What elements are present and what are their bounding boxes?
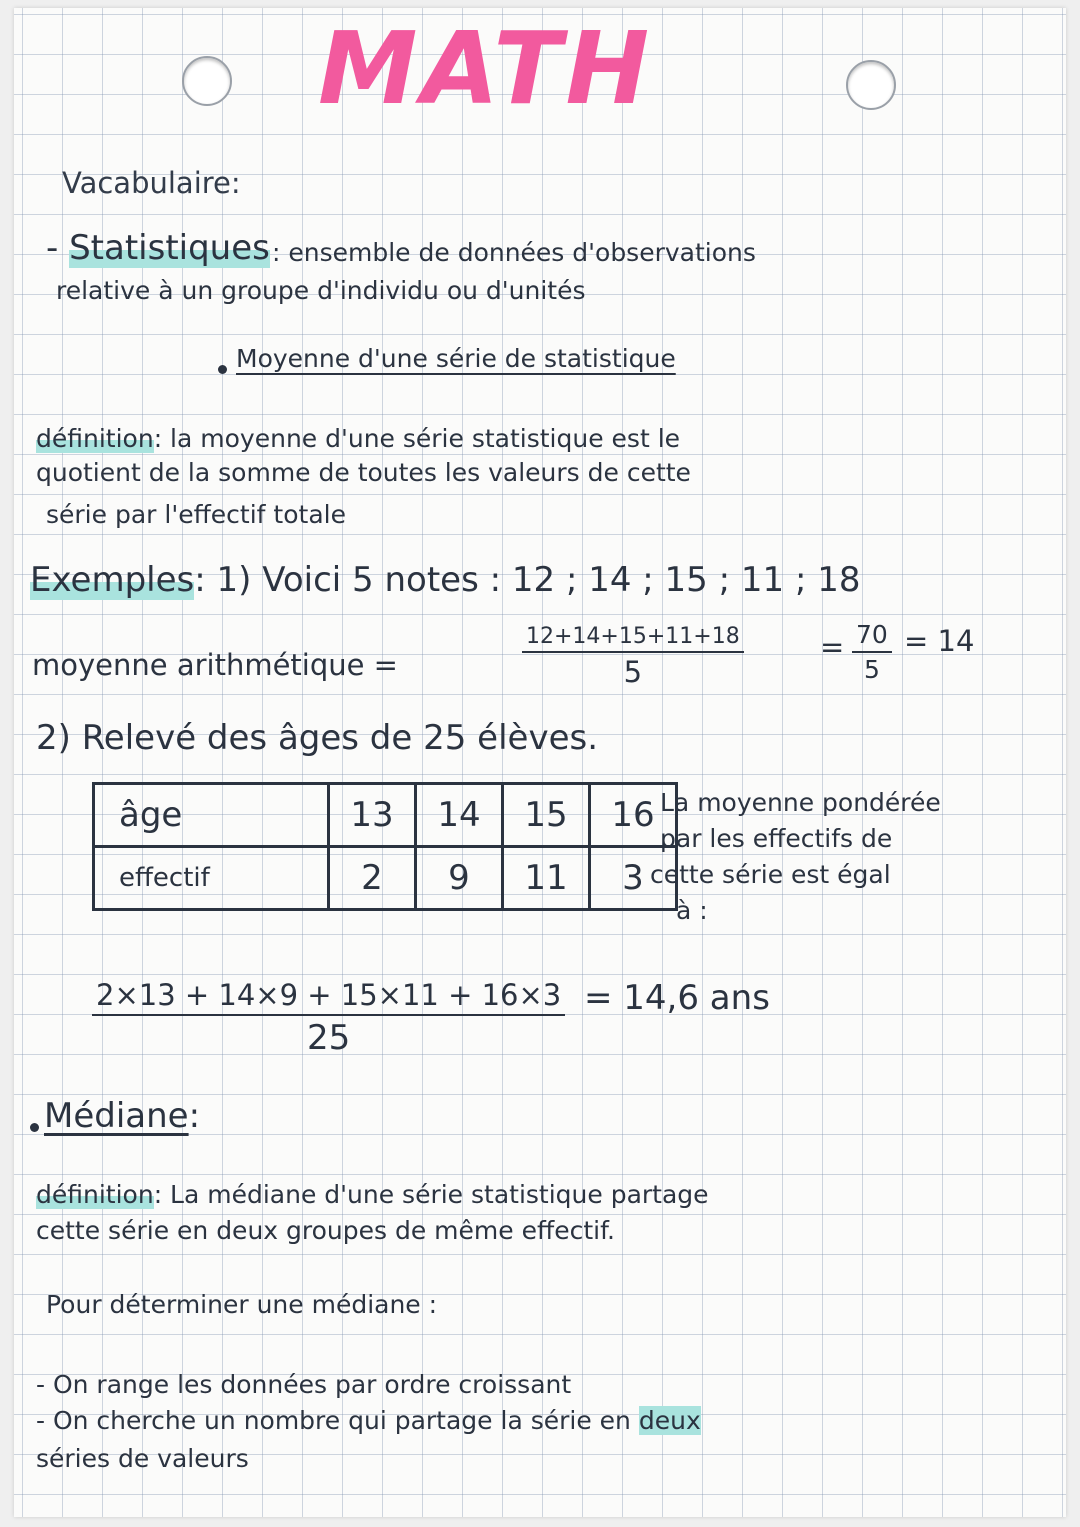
def1-line2: quotient de la somme de toutes les valeurs de cette bbox=[36, 458, 691, 487]
step1: - On range les données par ordre croissant bbox=[36, 1370, 572, 1399]
table-note-line4: à : bbox=[676, 896, 708, 925]
ex1-fraction bbox=[522, 624, 744, 689]
table-cell-label: âge bbox=[94, 784, 329, 847]
table-row bbox=[94, 784, 677, 847]
ex1-denominator2: 5 bbox=[863, 655, 880, 684]
ages-table bbox=[92, 782, 678, 911]
bullet-icon bbox=[30, 1123, 39, 1132]
ex2-fraction bbox=[92, 978, 565, 1058]
ex2-denominator: 25 bbox=[307, 1018, 351, 1058]
stat-def-line2: relative à un groupe d'individu ou d'unités bbox=[56, 276, 586, 305]
example1-text: : 1) Voici 5 notes : 12 ; 14 ; 15 ; 11 ; 18 bbox=[194, 560, 861, 600]
stat-def-line1: : ensemble de données d'observations bbox=[272, 238, 756, 267]
ex1-result: = 14 bbox=[904, 624, 975, 658]
table-note-line2: par les effectifs de bbox=[660, 824, 893, 853]
page-title: MATH bbox=[318, 10, 654, 127]
table-cell: 3 bbox=[590, 847, 677, 910]
step2-line2: séries de valeurs bbox=[36, 1444, 249, 1473]
def1-line3: série par l'effectif totale bbox=[46, 500, 346, 529]
ex2-numerator: 2×13 + 14×9 + 15×11 + 16×3 bbox=[92, 978, 565, 1016]
table-cell: 11 bbox=[503, 847, 590, 910]
def2-line1-text: : La médiane d'une série statistique partage bbox=[153, 1180, 709, 1209]
binder-hole-left bbox=[182, 56, 232, 106]
def1-line1 bbox=[36, 424, 680, 453]
ex1-numerator2: 70 bbox=[852, 620, 892, 653]
table-cell: 14 bbox=[416, 784, 503, 847]
moyenne-heading: Moyenne d'une série de statistique bbox=[236, 344, 676, 373]
table-cell: 16 bbox=[590, 784, 677, 847]
table-row bbox=[94, 847, 677, 910]
table-cell: 2 bbox=[329, 847, 416, 910]
table-cell: 13 bbox=[329, 784, 416, 847]
def2-line2: cette série en deux groupes de même effectif. bbox=[36, 1216, 616, 1245]
def1-line1-text: : la moyenne d'une série statistique est le bbox=[153, 424, 681, 453]
step2-highlight: deux bbox=[638, 1406, 701, 1435]
table-cell: 15 bbox=[503, 784, 590, 847]
examples-label: Exemples bbox=[30, 560, 195, 600]
mediane-heading: Médiane bbox=[44, 1096, 189, 1136]
mediane-colon: : bbox=[188, 1096, 201, 1136]
ex1-lhs: moyenne arithmétique = bbox=[32, 648, 398, 682]
vocab-heading: Vacabulaire: bbox=[62, 166, 241, 200]
ex1-denominator: 5 bbox=[623, 655, 643, 689]
def2-line1 bbox=[36, 1180, 709, 1209]
stat-term-text: Statistiques bbox=[69, 228, 270, 268]
table-cell: 9 bbox=[416, 847, 503, 910]
dash: - bbox=[46, 228, 70, 268]
binder-hole-right bbox=[846, 60, 896, 110]
example2: 2) Relevé des âges de 25 élèves. bbox=[36, 718, 599, 758]
def2-label: définition bbox=[36, 1180, 154, 1209]
mediane-heading-line bbox=[44, 1096, 200, 1136]
method-heading: Pour déterminer une médiane : bbox=[46, 1290, 438, 1319]
examples-line bbox=[30, 560, 860, 600]
ex1-equals: = bbox=[820, 630, 845, 664]
ex2-result: = 14,6 ans bbox=[584, 978, 770, 1018]
table-note-line1: La moyenne pondérée bbox=[660, 788, 941, 817]
ex1-fraction2 bbox=[852, 620, 892, 684]
table-note-line3: cette série est égal bbox=[650, 860, 891, 889]
step2 bbox=[36, 1406, 701, 1435]
stat-term bbox=[46, 228, 270, 268]
def1-label: définition bbox=[36, 424, 154, 453]
table-cell-label: effectif bbox=[94, 847, 329, 910]
step2-text: - On cherche un nombre qui partage la série en bbox=[36, 1406, 631, 1435]
bullet-icon bbox=[218, 365, 227, 374]
ex1-numerator: 12+14+15+11+18 bbox=[522, 624, 744, 653]
